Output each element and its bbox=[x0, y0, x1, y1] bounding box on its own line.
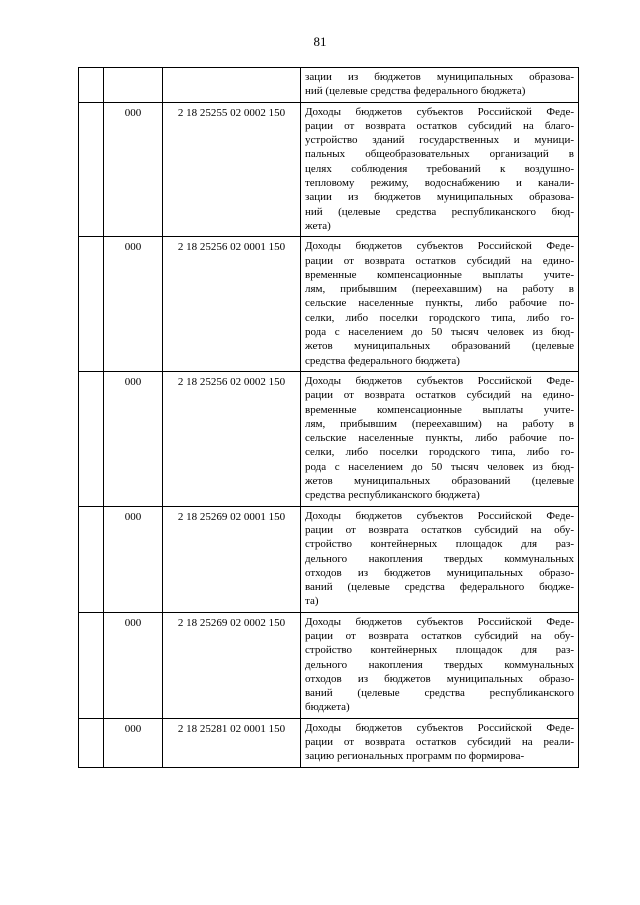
admin-code-cell: 000 bbox=[104, 102, 163, 237]
admin-code-cell: 000 bbox=[104, 612, 163, 718]
description-line: целях соблюдения требований к воздушно- bbox=[305, 162, 574, 175]
description-line: жета) bbox=[305, 219, 331, 232]
description-line: Доходы бюджетов субъектов Российской Феде- bbox=[305, 374, 574, 387]
description-line: рода с населением до 50 тысяч человек из бюд- bbox=[305, 460, 574, 473]
description-line: сельские населенные пункты, либо рабочие по- bbox=[305, 432, 574, 445]
table-row bbox=[79, 612, 579, 718]
row-marker-cell bbox=[79, 718, 104, 767]
description-line: рации от возврата остатков субсидий на благо- bbox=[305, 119, 574, 132]
admin-code-cell: 000 bbox=[104, 237, 163, 372]
description-line: дельного накопления твердых коммунальных bbox=[305, 552, 574, 565]
description-line: отходов из бюджетов муниципальных образо- bbox=[305, 672, 574, 685]
description-line: зацию региональных программ по формирова- bbox=[305, 750, 525, 763]
description-line: стройство контейнерных площадок для раз- bbox=[305, 644, 574, 657]
row-marker-cell bbox=[79, 102, 104, 237]
income-description-cell bbox=[301, 612, 579, 718]
description-line: отходов из бюджетов муниципальных образо- bbox=[305, 566, 574, 579]
income-description-cell bbox=[301, 371, 579, 506]
description-line: Доходы бюджетов субъектов Российской Феде- bbox=[305, 615, 574, 628]
description-line: селки, либо поселки городского типа, либо го- bbox=[305, 311, 574, 324]
table-row bbox=[79, 68, 579, 103]
description-line: рации от возврата остатков субсидий на едино- bbox=[305, 389, 574, 402]
income-description-cell bbox=[301, 506, 579, 612]
budget-classification-code-cell bbox=[163, 68, 301, 103]
description-line: зации из бюджетов муниципальных образова- bbox=[305, 71, 574, 83]
table-row bbox=[79, 371, 579, 506]
budget-classification-code-cell: 2 18 25256 02 0001 150 bbox=[163, 237, 301, 372]
description-line: Доходы бюджетов субъектов Российской Феде- bbox=[305, 240, 574, 253]
description-line: зации из бюджетов муниципальных образова- bbox=[305, 191, 574, 204]
description-line: рации от возврата остатков субсидий на реали- bbox=[305, 736, 574, 749]
income-description-cell bbox=[301, 68, 579, 103]
budget-classification-code-cell: 2 18 25255 02 0002 150 bbox=[163, 102, 301, 237]
description-line: Доходы бюджетов субъектов Российской Феде- bbox=[305, 509, 574, 522]
description-line: Доходы бюджетов субъектов Российской Феде- bbox=[305, 721, 574, 734]
description-line: временные компенсационные выплаты учите- bbox=[305, 268, 574, 281]
description-line: Доходы бюджетов субъектов Российской Феде- bbox=[305, 105, 574, 118]
admin-code-cell: 000 bbox=[104, 371, 163, 506]
description-line: устройство зданий государственных и муници- bbox=[305, 134, 574, 147]
description-line: стройство контейнерных площадок для раз- bbox=[305, 538, 574, 551]
budget-code-table bbox=[78, 67, 579, 768]
description-line: рации от возврата остатков субсидий на обу- bbox=[305, 523, 574, 536]
admin-code-cell: 000 bbox=[104, 718, 163, 767]
description-line: рации от возврата остатков субсидий на едино- bbox=[305, 254, 574, 267]
description-line: та) bbox=[305, 595, 319, 608]
budget-classification-code-cell: 2 18 25281 02 0001 150 bbox=[163, 718, 301, 767]
table-row bbox=[79, 718, 579, 767]
page-number: 81 bbox=[313, 34, 327, 49]
description-line: селки, либо поселки городского типа, либо го- bbox=[305, 446, 574, 459]
table-row bbox=[79, 102, 579, 237]
description-line: тепловому режиму, водоснабжению и канали- bbox=[305, 177, 574, 190]
description-line: временные компенсационные выплаты учите- bbox=[305, 403, 574, 416]
description-line: пальных общеобразовательных организаций в bbox=[305, 148, 574, 161]
description-line: жетов муниципальных образований (целевые bbox=[305, 475, 574, 488]
row-marker-cell bbox=[79, 237, 104, 372]
description-line: ваний (целевые средства республиканского bbox=[305, 687, 574, 700]
description-line: рации от возврата остатков субсидий на обу- bbox=[305, 629, 574, 642]
description-line: бюджета) bbox=[305, 701, 350, 714]
row-marker-cell bbox=[79, 371, 104, 506]
description-line: лям, прибывшим (переехавшим) на работу в bbox=[305, 283, 574, 296]
description-line: рода с населением до 50 тысяч человек из бюд- bbox=[305, 326, 574, 339]
description-line: средства республиканского бюджета) bbox=[305, 489, 480, 502]
description-line: лям, прибывшим (переехавшим) на работу в bbox=[305, 417, 574, 430]
admin-code-cell: 000 bbox=[104, 506, 163, 612]
budget-classification-code-cell: 2 18 25256 02 0002 150 bbox=[163, 371, 301, 506]
description-line: ний (целевые средства республиканского бюд- bbox=[305, 205, 574, 218]
description-line: жетов муниципальных образований (целевые bbox=[305, 340, 574, 353]
income-description-cell bbox=[301, 102, 579, 237]
row-marker-cell bbox=[79, 506, 104, 612]
income-description-cell bbox=[301, 237, 579, 372]
budget-classification-code-cell: 2 18 25269 02 0002 150 bbox=[163, 612, 301, 718]
row-marker-cell bbox=[79, 68, 104, 103]
description-line: ний (целевые средства федерального бюджета) bbox=[305, 85, 526, 98]
admin-code-cell bbox=[104, 68, 163, 103]
row-marker-cell bbox=[79, 612, 104, 718]
table-body bbox=[79, 68, 579, 768]
budget-classification-code-cell: 2 18 25269 02 0001 150 bbox=[163, 506, 301, 612]
description-line: средства федерального бюджета) bbox=[305, 354, 460, 367]
description-line: сельские населенные пункты, либо рабочие по- bbox=[305, 297, 574, 310]
income-description-cell bbox=[301, 718, 579, 767]
description-line: дельного накопления твердых коммунальных bbox=[305, 658, 574, 671]
table-row bbox=[79, 506, 579, 612]
table-row bbox=[79, 237, 579, 372]
description-line: ваний (целевые средства федерального бюдже- bbox=[305, 581, 574, 594]
